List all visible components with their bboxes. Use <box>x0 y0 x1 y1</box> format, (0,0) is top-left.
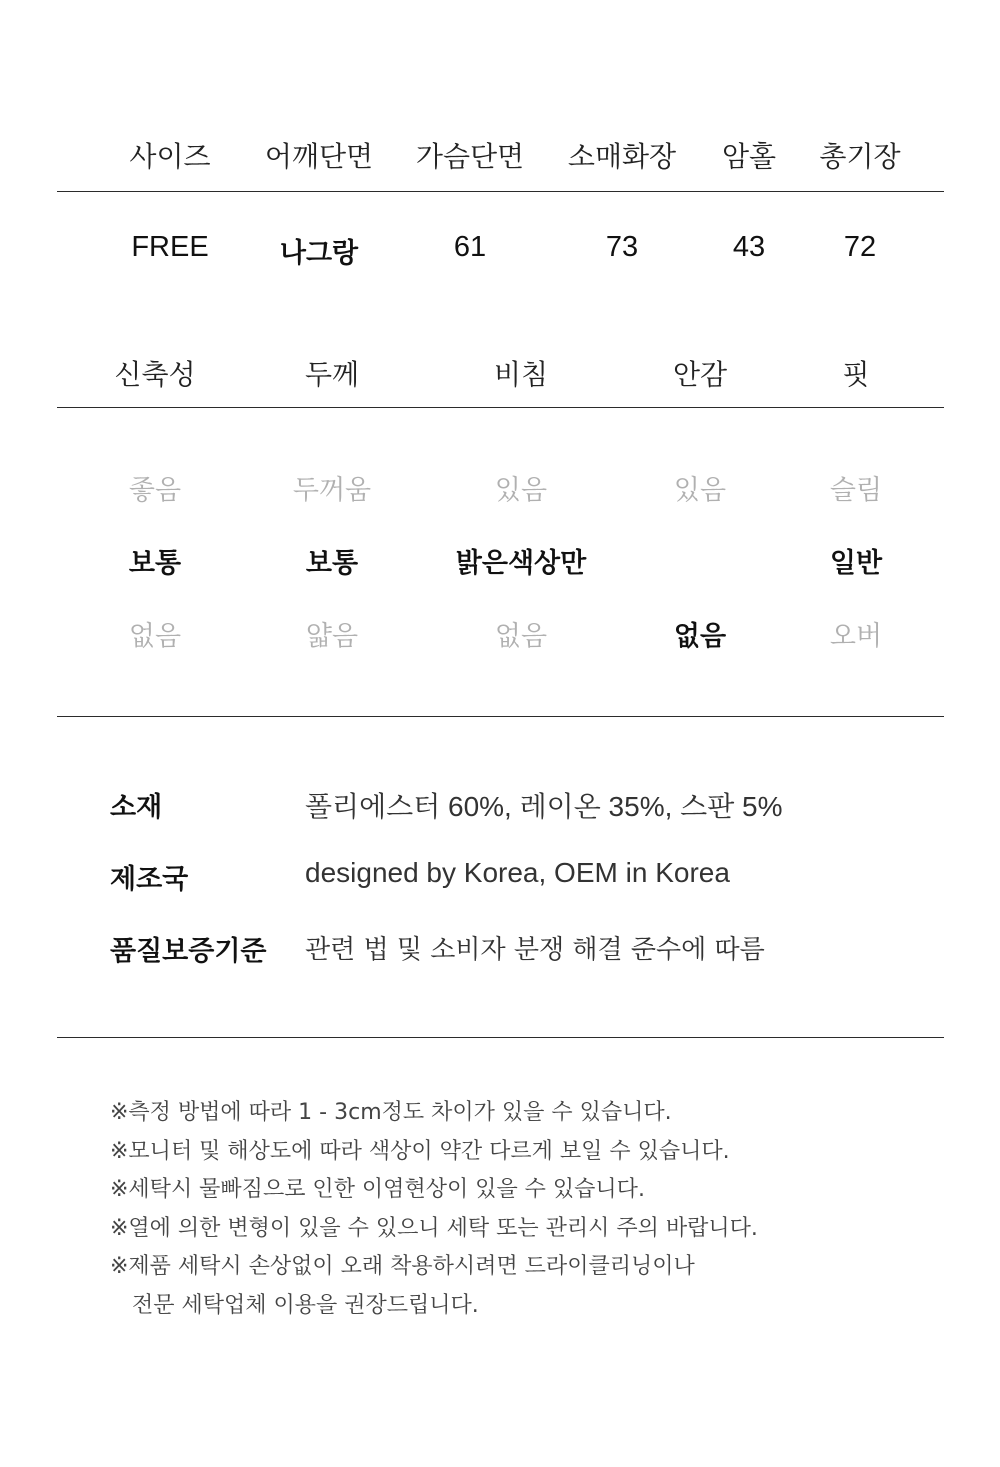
feature-option: 얇음 <box>305 621 359 652</box>
feature-option: 없음 <box>494 621 548 652</box>
feature-option: 슬림 <box>829 475 883 506</box>
note-line: ※모니터 및 해상도에 따라 색상이 약간 다르게 보일 수 있습니다. <box>110 1138 730 1164</box>
feature-option: 일반 <box>829 548 883 579</box>
size-header-length: 총기장 <box>819 140 901 173</box>
feature-option: 없음 <box>128 621 182 652</box>
size-value-armhole: 43 <box>732 231 766 263</box>
feature-option: 두꺼움 <box>292 475 372 506</box>
size-table-divider <box>57 191 944 192</box>
feature-option: 좋음 <box>128 475 182 506</box>
note-line: ※측정 방법에 따라 1 - 3cm정도 차이가 있을 수 있습니다. <box>110 1100 672 1125</box>
info-section-divider <box>57 1037 944 1038</box>
feature-column-thickness <box>232 470 432 689</box>
feature-option: 오버 <box>829 621 883 652</box>
material-value: 폴리에스터 60%, 레이온 35%, 스판 5% <box>305 791 783 822</box>
note-line: ※제품 세탁시 손상없이 오래 착용하시려면 드라이클리닝이나 <box>110 1254 695 1279</box>
feature-header-thickness: 두께 <box>304 358 360 391</box>
size-value-sleeve: 73 <box>605 231 639 263</box>
quality-value: 관련 법 및 소비자 분쟁 해결 준수에 따름 <box>305 935 765 965</box>
size-header-chest: 가슴단면 <box>415 140 525 173</box>
feature-option: 보통 <box>305 548 359 579</box>
size-table-values <box>0 231 1000 281</box>
size-header-sleeve: 소매화장 <box>567 140 677 173</box>
feature-option: 있음 <box>494 475 548 506</box>
note-line: ※세탁시 물빠짐으로 인한 이염현상이 있을 수 있습니다. <box>110 1177 645 1202</box>
feature-table-header <box>0 353 1000 403</box>
feature-table-divider <box>57 407 944 408</box>
origin-label: 제조국 <box>110 864 189 895</box>
size-value-chest: 61 <box>453 231 487 263</box>
feature-header-sheerness: 비침 <box>493 358 549 391</box>
feature-option: 보통 <box>128 548 182 579</box>
size-value-shoulder: 나그랑 <box>279 238 359 269</box>
feature-option: 밝은색상만 <box>455 548 587 579</box>
care-notes <box>110 1094 940 1325</box>
feature-column-stretch <box>55 470 255 689</box>
size-value-size: FREE <box>131 231 209 263</box>
size-header-size: 사이즈 <box>129 140 211 173</box>
quality-label: 품질보증기준 <box>110 936 267 967</box>
note-line: 전문 세탁업체 이용을 권장드립니다. <box>132 1292 479 1318</box>
feature-option: 있음 <box>673 475 727 506</box>
size-header-armhole: 암홀 <box>721 140 777 173</box>
feature-column-sheerness <box>421 470 621 689</box>
feature-option: 없음 <box>673 621 727 652</box>
feature-section-divider <box>57 716 944 717</box>
material-label: 소재 <box>110 792 163 823</box>
origin-value: designed by Korea, OEM in Korea <box>305 857 730 888</box>
feature-header-fit: 핏 <box>842 358 870 391</box>
feature-header-lining: 안감 <box>672 358 728 391</box>
size-table-header <box>0 135 1000 185</box>
size-header-shoulder: 어깨단면 <box>264 140 374 173</box>
size-value-length: 72 <box>843 231 877 263</box>
feature-header-stretch: 신축성 <box>114 358 196 391</box>
note-line: ※열에 의한 변형이 있을 수 있으니 세탁 또는 관리시 주의 바랍니다. <box>110 1215 758 1241</box>
feature-column-fit <box>756 470 956 689</box>
